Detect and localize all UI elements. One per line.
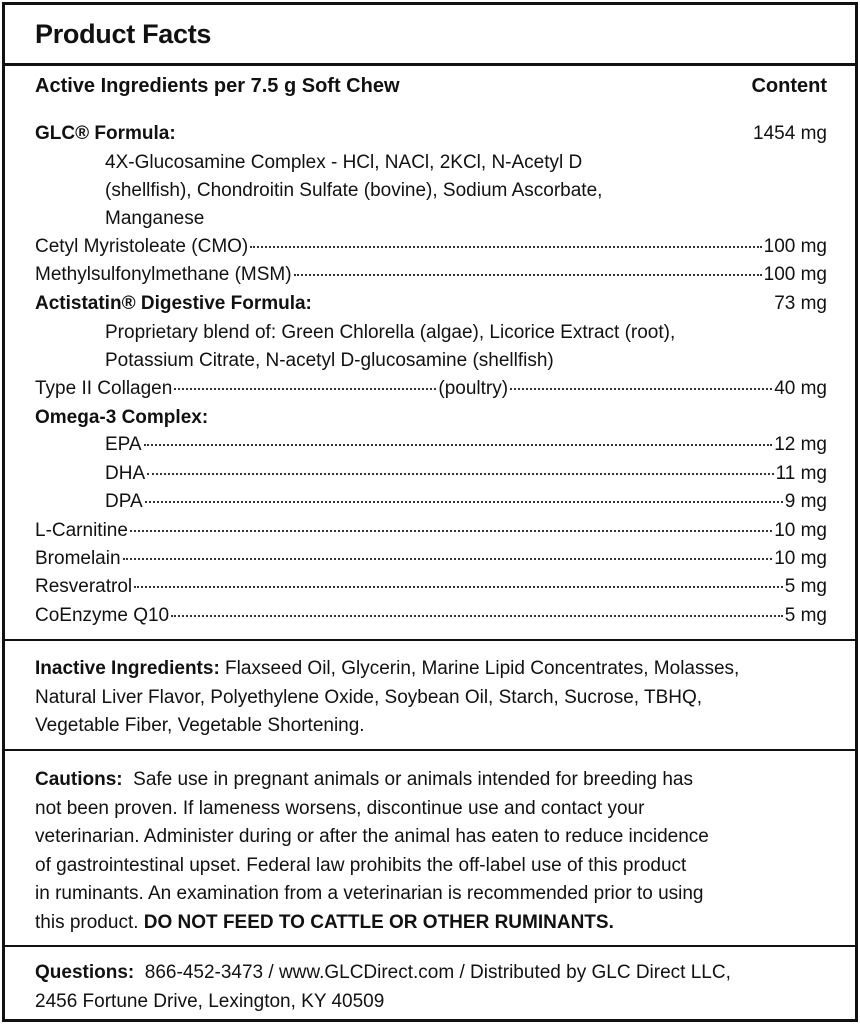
collagen-source: (poultry) xyxy=(438,378,509,399)
label-title: Product Facts xyxy=(35,19,212,49)
omega-item-row xyxy=(105,434,827,460)
inactive-text: Vegetable Fiber, Vegetable Shortening. xyxy=(35,715,365,736)
cautions-text: in ruminants. An examination from a veterinarian is recommended prior to using xyxy=(35,883,704,904)
ingredient-row xyxy=(35,605,827,631)
dpa-name: DPA xyxy=(105,491,143,512)
actistatin-name: Actistatin® Digestive Formula: xyxy=(35,293,312,314)
leader-dots xyxy=(510,388,772,390)
section-divider xyxy=(5,639,855,641)
glc-line: Manganese xyxy=(105,208,205,229)
leader-dots xyxy=(250,246,761,248)
coenzyme-q10-amount: 5 mg xyxy=(784,605,827,626)
inactive-text: Flaxseed Oil, Glycerin, Marine Lipid Concentrates, Molasses, xyxy=(219,658,740,679)
content-header: Content xyxy=(751,75,827,97)
resveratrol-name: Resveratrol xyxy=(35,576,133,597)
cautions-warning: DO NOT FEED TO CATTLE OR OTHER RUMINANTS. xyxy=(143,911,614,933)
leader-dots xyxy=(134,586,783,588)
cautions-label: Cautions: xyxy=(35,769,123,790)
leader-dots xyxy=(147,473,773,475)
leader-dots xyxy=(145,501,783,503)
section-divider xyxy=(5,945,855,947)
glc-formula-description xyxy=(105,149,805,233)
cmo-row xyxy=(35,236,827,262)
leader-dots xyxy=(130,530,772,532)
collagen-row xyxy=(35,378,827,404)
ingredient-row xyxy=(35,576,827,602)
omega-item-row xyxy=(105,463,827,489)
cautions-text: Safe use in pregnant animals or animals intended for breeding has xyxy=(122,769,693,790)
glc-formula-row xyxy=(35,123,827,149)
cautions-text: of gastrointestinal upset. Federal law prohibits the off-label use of this product xyxy=(35,854,687,876)
actistatin-row xyxy=(35,293,827,319)
product-facts-label xyxy=(2,2,858,1022)
msm-row xyxy=(35,264,827,290)
ingredient-row xyxy=(35,520,827,546)
epa-name: EPA xyxy=(105,434,142,455)
omega-name: Omega-3 Complex: xyxy=(35,407,209,428)
glc-formula-amount: 1454 mg xyxy=(753,123,827,144)
epa-amount: 12 mg xyxy=(774,434,827,455)
questions-contact: 866-452-3473 / www.GLCDirect.com / Distributed by GLC Direct LLC, xyxy=(134,962,731,983)
cmo-amount: 100 mg xyxy=(763,236,827,257)
bromelain-amount: 10 mg xyxy=(774,548,827,569)
l-carnitine-name: L-Carnitine xyxy=(35,520,128,541)
dha-amount: 11 mg xyxy=(775,463,827,484)
inactive-text: Natural Liver Flavor, Polyethylene Oxide, Soybean Oil, Starch, Sucrose, TBHQ, xyxy=(35,686,703,708)
coenzyme-q10-name: CoEnzyme Q10 xyxy=(35,605,170,626)
questions-address: 2456 Fortune Drive, Lexington, KY 40509 xyxy=(35,990,385,1012)
actistatin-description xyxy=(105,319,805,375)
leader-dots xyxy=(174,388,436,390)
glc-formula-name: GLC® Formula: xyxy=(35,123,176,144)
leader-dots xyxy=(123,558,773,560)
actistatin-line: Proprietary blend of: Green Chlorella (algae), Licorice Extract (root), xyxy=(105,322,676,343)
resveratrol-amount: 5 mg xyxy=(784,576,827,597)
msm-name: Methylsulfonylmethane (MSM) xyxy=(35,264,292,285)
collagen-name: Type II Collagen xyxy=(35,378,173,399)
section-divider xyxy=(5,749,855,751)
leader-dots xyxy=(294,274,762,276)
questions xyxy=(35,959,835,1016)
actistatin-amount: 73 mg xyxy=(774,293,827,314)
inactive-ingredients xyxy=(35,655,835,741)
cautions-text: this product. xyxy=(35,911,144,933)
leader-dots xyxy=(171,615,783,617)
glc-line: (shellfish), Chondroitin Sulfate (bovine), Sodium Ascorbate, xyxy=(105,180,603,201)
actistatin-line: Potassium Citrate, N-acetyl D-glucosamine (shellfish) xyxy=(105,350,554,371)
l-carnitine-amount: 10 mg xyxy=(774,520,827,541)
title-divider xyxy=(5,63,855,66)
collagen-amount: 40 mg xyxy=(774,378,827,399)
inactive-label: Inactive Ingredients: xyxy=(35,658,220,679)
omega-item-row xyxy=(105,491,827,517)
cautions xyxy=(35,766,835,937)
active-ingredients-header: Active Ingredients per 7.5 g Soft Chew xyxy=(35,75,400,97)
ingredient-row xyxy=(35,548,827,574)
cautions-text: veterinarian. Administer during or after the animal has eaten to reduce incidence xyxy=(35,826,709,847)
msm-amount: 100 mg xyxy=(763,264,827,285)
dha-name: DHA xyxy=(105,463,146,484)
glc-line: 4X-Glucosamine Complex - HCl, NACl, 2KCl, N-Acetyl D xyxy=(105,152,583,173)
dpa-amount: 9 mg xyxy=(784,491,827,512)
leader-dots xyxy=(144,444,773,446)
questions-label: Questions: xyxy=(35,962,135,983)
bromelain-name: Bromelain xyxy=(35,548,121,569)
cautions-text: not been proven. If lameness worsens, discontinue use and contact your xyxy=(35,797,645,819)
omega-row xyxy=(35,407,827,433)
cmo-name: Cetyl Myristoleate (CMO) xyxy=(35,236,249,257)
